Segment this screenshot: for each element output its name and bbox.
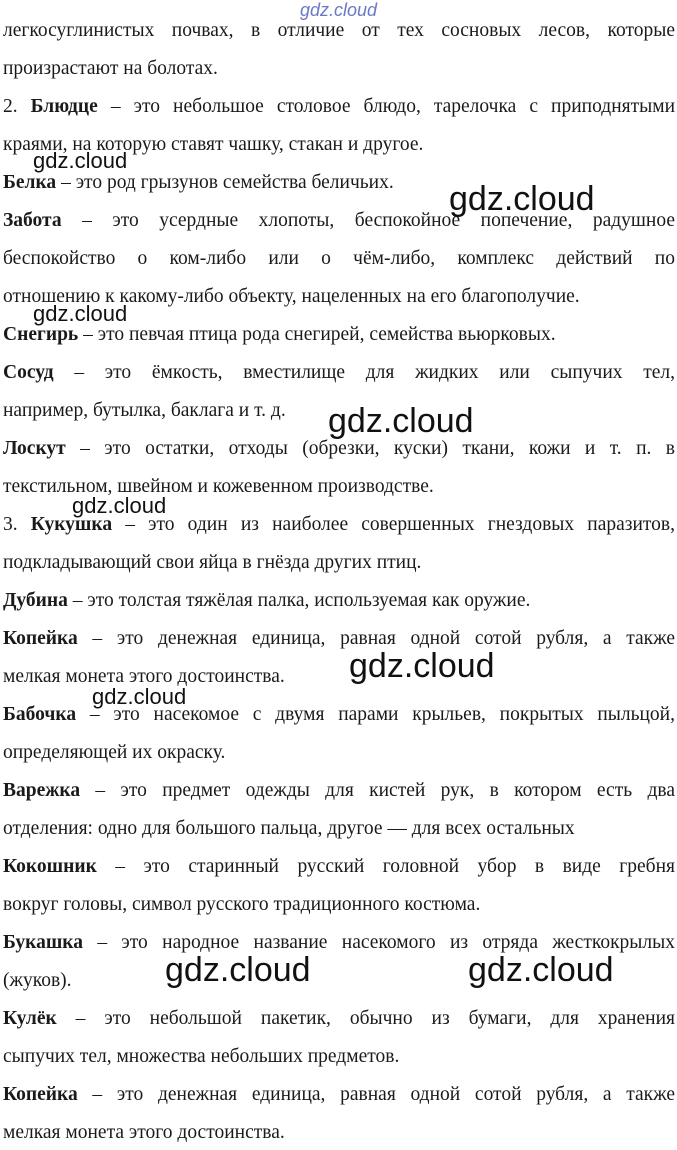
watermark: gdz.cloud [165,951,311,989]
term: Варежка [3,780,81,801]
definition-line: Копейка – это денежная единица, равная одной сотой рубля, а также [3,628,675,649]
text-line: подкладывающий свои яйца в гнёзда других птиц. [3,552,422,573]
item-number: 2. [3,96,31,117]
definition-line: Букашка – это народное название насекомого из отряда жесткокрылых [3,932,675,953]
watermark: gdz.cloud [349,647,495,685]
definition-line: Забота – это усердные хлопоты, беспокойное попечение, радушное [3,210,675,231]
definition-line: Дубина – это толстая тяжёлая палка, используемая как оружие. [3,590,531,611]
watermark: gdz.cloud [33,148,128,173]
term: Копейка [3,1084,78,1105]
watermark: gdz.cloud [449,180,595,218]
term: Блюдце [30,96,98,117]
definition-line: Сосуд – это ёмкость, вместилище для жидких или сыпучих тел, [3,362,675,383]
definition-line: Копейка – это денежная единица, равная одной сотой рубля, а также [3,1084,675,1105]
text-line: мелкая монета этого достоинства. [3,666,285,687]
watermark: gdz.cloud [328,402,474,440]
term: Белка [3,172,57,193]
watermark-top: gdz.cloud [300,0,378,20]
item-number: 3. [3,514,31,535]
definition-line: Бабочка – это насекомое с двумя парами крыльев, покрытых пыльцой, [3,704,675,725]
text-line: беспокойство о ком-либо или о чём-либо, комплекс действий по [3,248,675,269]
text-line: сыпучих тел, множества небольших предметов. [3,1046,400,1067]
definition-line: Варежка – это предмет одежды для кистей рук, в котором есть два [3,780,675,801]
text-line: отношению к какому-либо объекту, нацеленных на его благополучие. [3,286,580,307]
definition-line: Кокошник – это старинный русский головной убор в виде гребня [3,856,675,877]
text-line: вокруг головы, символ русского традиционного костюма. [3,894,481,915]
definition-line: 3. Кукушка – это один из наиболее совершенных гнездовых паразитов, [3,514,676,535]
definition-line: Кулёк – это небольшой пакетик, обычно из бумаги, для хранения [3,1008,675,1029]
text-line: текстильном, швейном и кожевенном производстве. [3,476,434,497]
definition-line: Снегирь – это певчая птица рода снегирей, семейства вьюрковых. [3,324,556,345]
term: Бабочка [3,704,77,725]
term: Сосуд [3,362,54,383]
definition-line: 2. Блюдце – это небольшое столовое блюдо, тарелочка с приподнятыми [3,96,676,117]
text-line: произрастают на болотах. [3,58,218,79]
text-line: легкосуглинистых почвах, в отличие от тех сосновых лесов, которые [3,20,675,41]
term: Кулёк [3,1008,57,1029]
text-line: (жуков). [3,970,72,991]
watermark: gdz.cloud [92,684,187,709]
term: Лоскут [3,438,66,459]
term: Копейка [3,628,78,649]
term: Снегирь [3,324,79,345]
term: Кокошник [3,856,97,877]
text-line: определяющей их окраску. [3,742,226,763]
text-line: мелкая монета этого достоинства. [3,1122,285,1143]
watermark: gdz.cloud [468,951,614,989]
term: Дубина [3,590,68,611]
term: Букашка [3,932,83,953]
watermark: gdz.cloud [72,493,167,518]
text-line: отделения: одно для большого пальца, другое — для всех остальных [3,818,575,839]
term: Забота [3,210,62,231]
definition-line: Лоскут – это остатки, отходы (обрезки, куски) ткани, кожи и т. п. в [3,438,675,459]
text-line: краями, на которую ставят чашку, стакан и другое. [3,134,424,155]
text-line: например, бутылка, баклага и т. д. [3,400,286,421]
watermark: gdz.cloud [33,301,128,326]
term: Кукушка [30,514,113,535]
definition-line: Белка – это род грызунов семейства беличьих. [3,172,394,193]
